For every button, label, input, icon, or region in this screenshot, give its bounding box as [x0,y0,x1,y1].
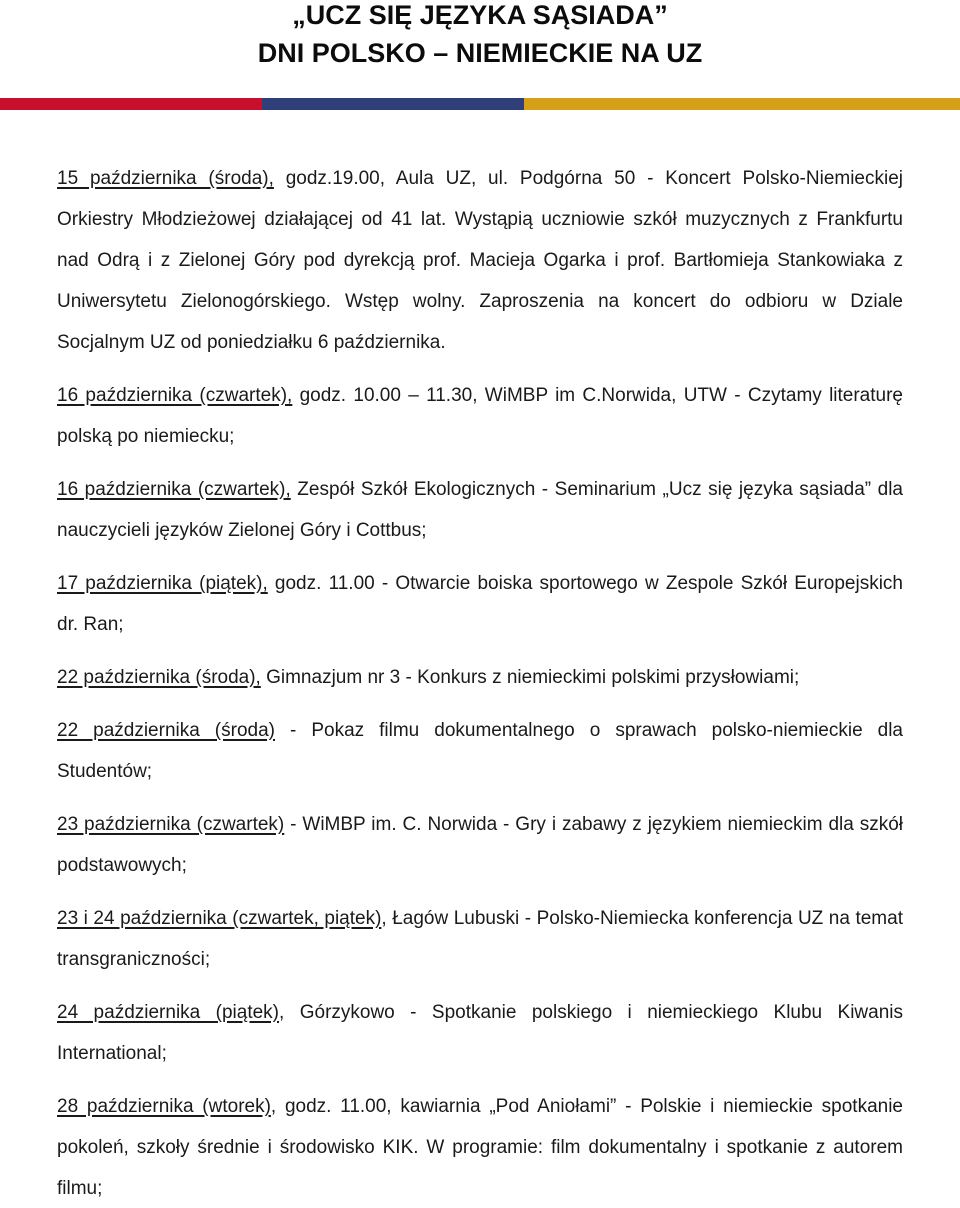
event-text: godz. 10.00 – 11.30, WiMBP im C.Norwida, UTW - Czytamy literaturę polską po niemiecku; [57,385,903,447]
event-entry [57,158,903,363]
event-date: 15 października (środa), [57,168,274,189]
event-entry [57,563,903,645]
event-text: Gimnazjum nr 3 - Konkurs z niemieckimi polskimi przysłowiami; [260,667,800,688]
event-date: 23 października (czwartek) [57,814,285,835]
event-entry [57,992,903,1074]
event-entry [57,469,903,551]
document-header [0,0,960,72]
event-entry [57,657,903,698]
event-text: , Łagów Lubuski - Polsko-Niemiecka konferencja UZ na temat transgraniczności; [57,908,903,970]
event-entry [57,710,903,792]
event-text: Zespół Szkół Ekologicznych - Seminarium „Ucz się języka sąsiada” dla nauczycieli języków Zielonej Góry i Cottbus; [57,479,903,541]
event-text: - Pokaz filmu dokumentalnego o sprawach polsko-niemieckie dla Studentów; [57,720,903,782]
event-date: 24 października (piątek) [57,1002,280,1023]
event-date: 28 października (wtorek) [57,1096,271,1117]
event-text: , godz. 11.00, kawiarnia „Pod Aniołami” - Polskie i niemieckie spotkanie pokoleń, szkoły średnie i środowisko KIK. W programie: film dokumentalny i spotkanie z autorem filmu; [57,1096,903,1199]
event-entry [57,375,903,457]
event-text: godz.19.00, Aula UZ, ul. Podgórna 50 - Koncert Polsko-Niemieckiej Orkiestry Młodzieżowej działającej od 41 lat. Wystąpią uczniowie szkół muzycznych z Frankfurtu nad Odrą i z Zielonej Góry pod dyrekcją prof. Macieja Ogarka i prof. Bartłomieja Stankowiaka z Uniwersytetu Zielonogórskiego. Wstęp wolny. Zaproszenia na koncert do odbioru w Dziale Socjalnym UZ od poniedziałku 6 października. [57,168,904,353]
event-entry [57,898,903,980]
stripe-red-segment [0,98,262,110]
event-entry [57,804,903,886]
event-date: 16 października (czwartek), [57,479,291,500]
stripe-blue-segment [262,98,524,110]
decorative-stripe [0,98,960,110]
event-date: 22 października (środa) [57,720,275,741]
event-date: 16 października (czwartek), [57,385,293,406]
stripe-gold-segment [524,98,960,110]
event-date: 22 października (środa), [57,667,261,688]
title-line-1: „UCZ SIĘ JĘZYKA SĄSIADA” [292,0,668,30]
event-list [57,158,903,1208]
event-text: - WiMBP im. C. Norwida - Gry i zabawy z językiem niemieckim dla szkół podstawowych; [57,814,903,876]
title-line-2: DNI POLSKO – NIEMIECKIE NA UZ [257,38,703,68]
event-date: 23 i 24 października (czwartek, piątek) [57,908,382,929]
event-text: , Górzykowo - Spotkanie polskiego i niemieckiego Klubu Kiwanis International; [57,1002,904,1064]
event-date: 17 października (piątek), [57,573,268,594]
event-entry [57,1086,903,1208]
event-text: godz. 11.00 - Otwarcie boiska sportowego w Zespole Szkół Europejskich dr. Ran; [57,573,903,635]
